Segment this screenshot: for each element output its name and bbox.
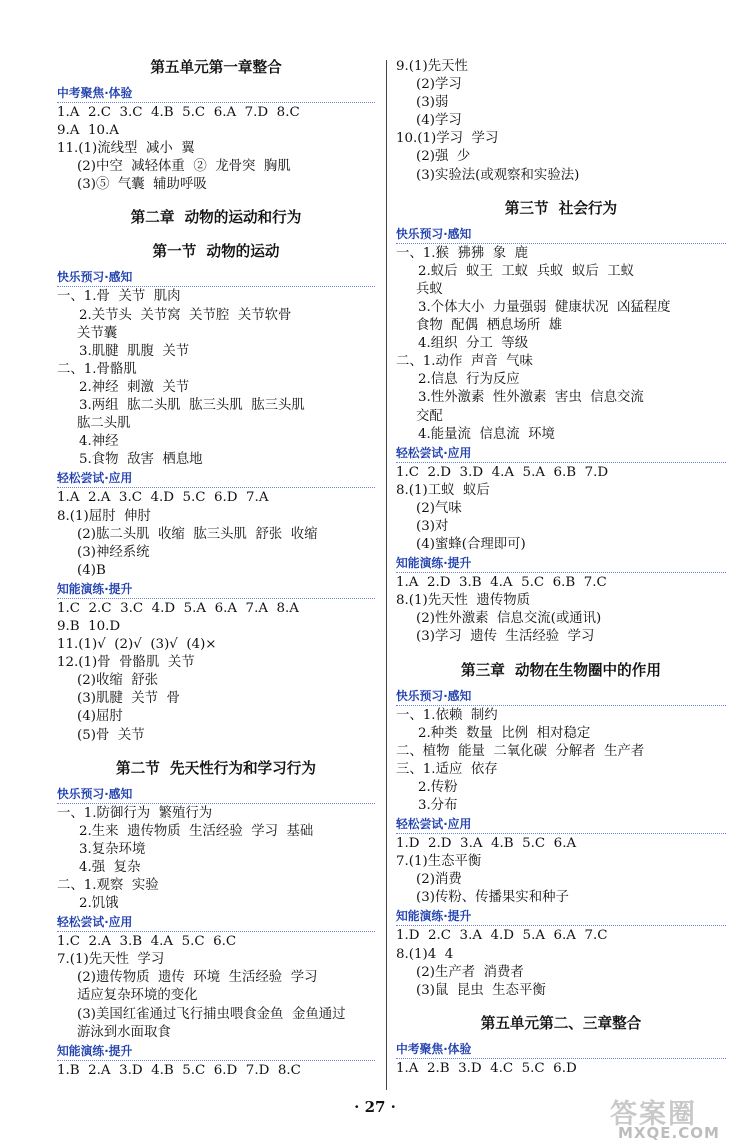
answer-line: 一、1.防御行为 繁殖行为 (57, 805, 213, 821)
answer-line: 3.性外激素 性外激素 害虫 信息交流 (418, 390, 644, 406)
answer-line: 3.两组 肱二头肌 肱三头肌 肱三头肌 (79, 398, 305, 414)
answer-line: (5)骨 关节 (77, 727, 145, 743)
answer-line: 4.组织 分工 等级 (418, 336, 529, 352)
column-divider (386, 60, 387, 1090)
answer-line: 1.A 2.C 3.C 4.B 5.C 6.A 7.D 8.C (57, 105, 300, 120)
answer-line: 一、1.猴 狒狒 象 鹿 (396, 245, 529, 261)
answer-line: 3.分布 (418, 798, 458, 813)
answer-line: (2)消费 (416, 872, 462, 888)
answer-line: 2.神经 刺激 关节 (79, 379, 190, 395)
answer-line: 二、1.观察 实验 (57, 878, 159, 893)
answer-line: (3)肌腱 关节 骨 (77, 691, 180, 707)
answer-line: (4)学习 (416, 113, 462, 129)
section-title: 第一节 动物的运动 (152, 243, 280, 261)
answer-line: (2)肱二头肌 收缩 肱三头肌 舒张 收缩 (77, 526, 318, 542)
answer-line: 2.信息 行为反应 (418, 372, 520, 388)
answer-line: 1.D 2.D 3.A 4.B 5.C 6.A (396, 836, 577, 852)
unit-summary-title: 第五单元第一章整合 (150, 59, 282, 76)
answer-line: 适应复杂环境的变化 (77, 988, 198, 1004)
answer-line: (3)传粉、传播果实和种子 (416, 890, 569, 906)
answer-line: 1.C 2.C 3.C 4.D 5.A 6.A 7.A 8.A (57, 600, 299, 616)
answer-line: 2.饥饿 (79, 896, 119, 912)
answer-line: 5.食物 敌害 栖息地 (79, 452, 203, 468)
answer-line: 4.能量流 信息流 环境 (418, 426, 555, 442)
answer-line: 二、1.骨骼肌 (57, 361, 137, 377)
answer-line: 1.B 2.A 3.D 4.B 5.C 6.D 7.D 8.C (57, 1062, 301, 1078)
answer-line: (4)B (77, 562, 106, 578)
answer-line: 9.(1)先天性 (396, 59, 468, 74)
answer-line: 9.B 10.D (57, 618, 121, 634)
answer-line: (3)对 (416, 518, 449, 534)
answer-line: 10.(1)学习 学习 (396, 131, 499, 147)
answer-line: 1.D 2.C 3.A 4.D 5.A 6.A 7.C (396, 928, 608, 944)
practice-tag: 知能演练·提升 (396, 554, 726, 573)
answer-line: (4)蜜蜂(合理即可) (416, 537, 526, 553)
answer-line: 1.A 2.A 3.C 4.D 5.C 6.D 7.A (57, 490, 269, 506)
answer-line: (3)实验法(或观察和实验法) (416, 167, 580, 183)
answer-line: 1.C 2.D 3.D 4.A 5.A 6.B 7.D (396, 464, 609, 480)
answer-line: 1.A 2.B 3.D 4.C 5.C 6.D (396, 1060, 577, 1076)
answer-line: (3)弱 (416, 95, 449, 111)
watermark-url: MXQE.COM (618, 1124, 720, 1142)
answer-line: (2)学习 (416, 77, 462, 93)
answer-line: (3)美国红雀通过飞行捕虫喂食金鱼 金鱼通过 (77, 1006, 346, 1022)
answer-line: 3.肌腱 肌腹 关节 (79, 343, 190, 359)
answer-line: 2.关节头 关节窝 关节腔 关节软骨 (79, 307, 292, 323)
try-tag: 轻松尝试·应用 (57, 913, 375, 932)
answer-line: 8.(1)工蚁 蚁后 (396, 482, 490, 498)
answer-line: 一、1.骨 关节 肌肉 (57, 289, 181, 305)
try-tag: 轻松尝试·应用 (57, 469, 375, 488)
answer-line: (2)遗传物质 遗传 环境 生活经验 学习 (77, 970, 318, 986)
preview-tag: 快乐预习·感知 (57, 785, 375, 804)
answer-line: (3)学习 遗传 生活经验 学习 (416, 629, 595, 645)
section-title: 第二节 先天性行为和学习行为 (116, 759, 316, 777)
try-tag: 轻松尝试·应用 (396, 815, 726, 834)
answer-line: 1.C 2.A 3.B 4.A 5.C 6.C (57, 934, 237, 950)
answer-line: 关节囊 (77, 325, 118, 341)
answer-line: (3)⑤ 气囊 辅助呼吸 (77, 177, 207, 193)
answer-line: 肱二头肌 (77, 416, 131, 432)
answer-line: 2.种类 数量 比例 相对稳定 (418, 725, 591, 741)
chapter-title: 第二章 动物的运动和行为 (130, 209, 302, 227)
answer-line: 8.(1)先天性 遗传物质 (396, 593, 530, 609)
answer-line: 9.A 10.A (57, 123, 119, 139)
answer-line: 三、1.适应 依存 (396, 761, 498, 777)
answer-line: 2.生来 遗传物质 生活经验 学习 基础 (79, 823, 314, 839)
answer-line: (2)强 少 (416, 149, 471, 165)
watermark-logo (606, 1092, 746, 1148)
answer-line: 兵蚁 (416, 281, 443, 297)
answer-line: 11.(1)√ (2)√ (3)√ (4)× (57, 637, 217, 653)
answer-line: 交配 (416, 408, 443, 424)
answer-line: 3.复杂环境 (79, 841, 146, 857)
practice-tag: 知能演练·提升 (396, 907, 726, 926)
right-column (396, 58, 726, 1078)
answer-line: (3)神经系统 (77, 544, 150, 560)
watermark-text: 答案圈 (610, 1099, 697, 1130)
left-column (57, 58, 375, 1080)
answer-line: (4)屈肘 (77, 709, 123, 725)
answer-line: 3.个体大小 力量强弱 健康状况 凶猛程度 (418, 299, 671, 315)
answer-line: (2)收缩 舒张 (77, 673, 159, 689)
answer-line: 8.(1)屈肘 伸肘 (57, 508, 151, 524)
answer-line: 一、1.依赖 制约 (396, 707, 498, 723)
exam-focus-tag: 中考聚焦·体验 (396, 1040, 726, 1059)
answer-line: (2)中空 减轻体重 ② 龙骨突 胸肌 (77, 159, 291, 175)
try-tag: 轻松尝试·应用 (396, 444, 726, 463)
answer-line: 4.神经 (79, 434, 119, 450)
answer-line: 二、植物 能量 二氧化碳 分解者 生产者 (396, 743, 645, 759)
answer-line: 4.强 复杂 (79, 859, 141, 875)
page-number-value: 27 (364, 1098, 386, 1116)
answer-line: 食物 配偶 栖息场所 雄 (416, 318, 563, 334)
answer-line: 二、1.动作 声音 气味 (396, 354, 533, 370)
unit-summary-title: 第五单元第二、三章整合 (480, 1014, 642, 1032)
chapter-title: 第三章 动物在生物圈中的作用 (461, 661, 661, 679)
exam-focus-tag: 中考聚焦·体验 (57, 84, 375, 103)
practice-tag: 知能演练·提升 (57, 1042, 375, 1061)
answer-line: 2.传粉 (418, 779, 458, 795)
page-number: · 27 · (354, 1098, 396, 1116)
preview-tag: 快乐预习·感知 (396, 687, 726, 706)
answer-line: 8.(1)4 4 (396, 946, 454, 962)
answer-line: 7.(1)先天性 学习 (57, 952, 165, 968)
answer-line: (2)气味 (416, 500, 462, 516)
answer-line: 游泳到水面取食 (77, 1024, 171, 1040)
practice-tag: 知能演练·提升 (57, 580, 375, 599)
answer-line: 12.(1)骨 骨骼肌 关节 (57, 655, 195, 671)
answer-line: 2.蚁后 蚁王 工蚁 兵蚁 蚁后 工蚁 (418, 263, 635, 279)
preview-tag: 快乐预习·感知 (57, 268, 375, 287)
answer-line: 11.(1)流线型 减小 翼 (57, 141, 195, 157)
answer-line: 1.A 2.D 3.B 4.A 5.C 6.B 7.C (396, 575, 607, 591)
answer-line: (3)鼠 昆虫 生态平衡 (416, 982, 546, 998)
answer-line: (2)生产者 消费者 (416, 964, 524, 980)
section-title: 第三节 社会行为 (504, 199, 618, 217)
preview-tag: 快乐预习·感知 (396, 225, 726, 244)
answer-line: (2)性外激素 信息交流(或通讯) (416, 611, 602, 627)
answer-line: 7.(1)生态平衡 (396, 854, 482, 870)
